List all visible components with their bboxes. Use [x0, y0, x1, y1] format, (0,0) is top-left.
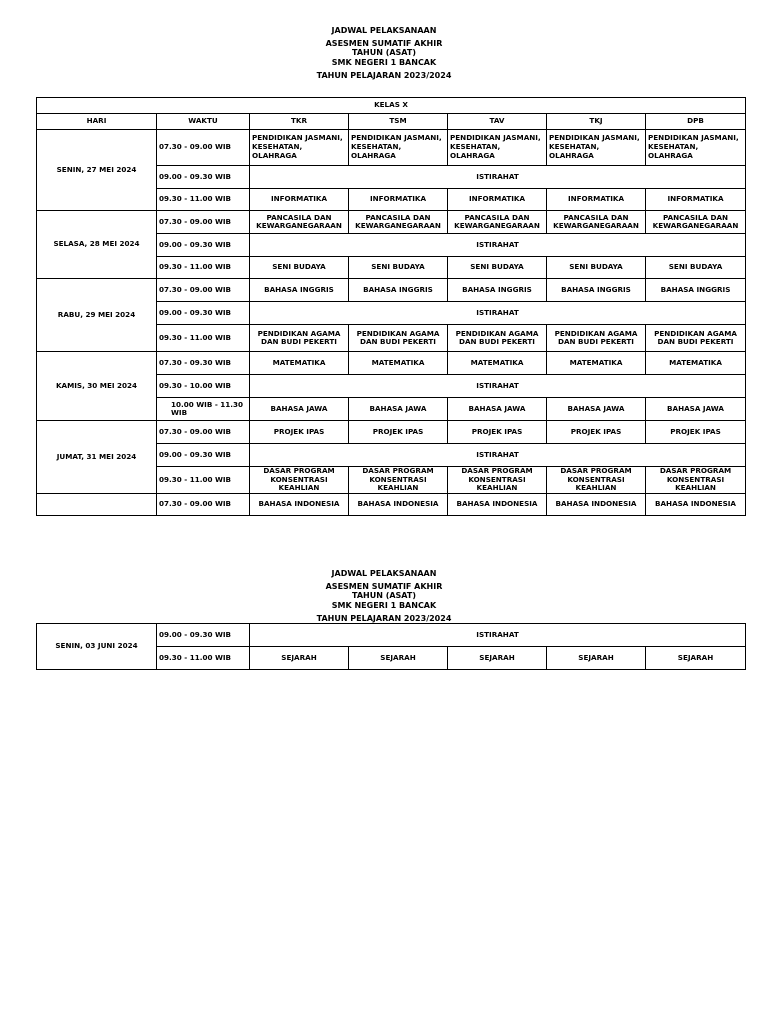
- col-header-program: DPB: [646, 114, 746, 130]
- break-cell: ISTIRAHAT: [250, 302, 746, 325]
- kelas-header: KELAS X: [37, 98, 746, 114]
- col-header-waktu: WAKTU: [157, 114, 250, 130]
- subject-cell: PENDIDIKAN JASMANI, KESEHATAN, OLAHRAGA: [250, 130, 349, 166]
- subject-cell: SEJARAH: [547, 647, 646, 670]
- subject-cell: PENDIDIKAN AGAMA DAN BUDI PEKERTI: [250, 325, 349, 352]
- subject-cell: BAHASA INDONESIA: [250, 494, 349, 516]
- subject-cell: PROJEK IPAS: [448, 421, 547, 444]
- break-cell: ISTIRAHAT: [250, 444, 746, 467]
- subject-cell: BAHASA JAWA: [547, 398, 646, 421]
- break-cell: ISTIRAHAT: [250, 624, 746, 647]
- subject-cell: DASAR PROGRAM KONSENTRASI KEAHLIAN: [349, 467, 448, 494]
- col-header-program: TAV: [448, 114, 547, 130]
- subject-cell: PENDIDIKAN JASMANI, KESEHATAN, OLAHRAGA: [349, 130, 448, 166]
- subject-cell: MATEMATIKA: [547, 352, 646, 375]
- break-cell: ISTIRAHAT: [250, 234, 746, 257]
- subject-cell: BAHASA INDONESIA: [349, 494, 448, 516]
- header-subtitle: TAHUN (ASAT): [352, 48, 416, 58]
- subject-cell: SENI BUDAYA: [448, 257, 547, 279]
- subject-cell: SENI BUDAYA: [646, 257, 746, 279]
- subject-cell: SENI BUDAYA: [250, 257, 349, 279]
- subject-cell: PENDIDIKAN JASMANI, KESEHATAN, OLAHRAGA: [448, 130, 547, 166]
- subject-cell: PENDIDIKAN JASMANI, KESEHATAN, OLAHRAGA: [646, 130, 746, 166]
- subject-cell: PENDIDIKAN JASMANI, KESEHATAN, OLAHRAGA: [547, 130, 646, 166]
- header-year: TAHUN PELAJARAN 2023/2024: [316, 613, 452, 623]
- subject-cell: INFORMATIKA: [250, 189, 349, 211]
- subject-cell: PANCASILA DAN KEWARGANEGARAAN: [250, 211, 349, 234]
- subject-cell: PROJEK IPAS: [250, 421, 349, 444]
- header-subtitle: TAHUN (ASAT): [352, 591, 416, 601]
- subject-cell: INFORMATIKA: [646, 189, 746, 211]
- header-title: JADWAL PELAKSANAAN: [331, 569, 437, 578]
- subject-cell: BAHASA INGGRIS: [349, 279, 448, 302]
- time-cell: 09.30 - 11.00 WIB: [157, 467, 250, 494]
- subject-cell: BAHASA INDONESIA: [448, 494, 547, 516]
- time-cell: 09.00 - 09.30 WIB: [157, 234, 250, 257]
- subject-cell: BAHASA INDONESIA: [547, 494, 646, 516]
- day-cell: JUMAT, 31 MEI 2024: [37, 421, 157, 494]
- subject-cell: BAHASA INGGRIS: [646, 279, 746, 302]
- subject-cell: BAHASA JAWA: [250, 398, 349, 421]
- subject-cell: PROJEK IPAS: [646, 421, 746, 444]
- subject-cell: MATEMATIKA: [250, 352, 349, 375]
- subject-cell: SENI BUDAYA: [547, 257, 646, 279]
- break-cell: ISTIRAHAT: [250, 375, 746, 398]
- day-cell: SELASA, 28 MEI 2024: [37, 211, 157, 279]
- subject-cell: PANCASILA DAN KEWARGANEGARAAN: [349, 211, 448, 234]
- header-subtitle: ASESMEN SUMATIF AKHIR: [325, 39, 443, 49]
- day-cell: [37, 494, 157, 516]
- schedule-table-kelas-x: [36, 97, 746, 516]
- col-header-program: TKR: [250, 114, 349, 130]
- subject-cell: MATEMATIKA: [448, 352, 547, 375]
- time-cell: 09.00 - 09.30 WIB: [157, 444, 250, 467]
- time-cell: 07.30 - 09.30 WIB: [157, 352, 250, 375]
- subject-cell: MATEMATIKA: [349, 352, 448, 375]
- subject-cell: PENDIDIKAN AGAMA DAN BUDI PEKERTI: [547, 325, 646, 352]
- subject-cell: BAHASA JAWA: [349, 398, 448, 421]
- break-cell: ISTIRAHAT: [250, 166, 746, 189]
- time-cell: 09.30 - 10.00 WIB: [157, 375, 250, 398]
- day-cell: SENIN, 27 MEI 2024: [37, 130, 157, 211]
- subject-cell: PANCASILA DAN KEWARGANEGARAAN: [646, 211, 746, 234]
- schedule-header: [0, 569, 768, 623]
- time-cell: 07.30 - 09.00 WIB: [157, 130, 250, 166]
- subject-cell: PENDIDIKAN AGAMA DAN BUDI PEKERTI: [349, 325, 448, 352]
- subject-cell: DASAR PROGRAM KONSENTRASI KEAHLIAN: [646, 467, 746, 494]
- subject-cell: SEJARAH: [250, 647, 349, 670]
- subject-cell: PROJEK IPAS: [547, 421, 646, 444]
- subject-cell: INFORMATIKA: [448, 189, 547, 211]
- time-cell: 09.00 - 09.30 WIB: [157, 624, 250, 647]
- header-school: SMK NEGERI 1 BANCAK: [331, 57, 437, 67]
- col-header-hari: HARI: [37, 114, 157, 130]
- subject-cell: DASAR PROGRAM KONSENTRASI KEAHLIAN: [448, 467, 547, 494]
- day-cell: SENIN, 03 JUNI 2024: [37, 624, 157, 670]
- subject-cell: BAHASA JAWA: [448, 398, 547, 421]
- schedule-table-continued: [36, 623, 746, 670]
- time-cell: 09.00 - 09.30 WIB: [157, 166, 250, 189]
- subject-cell: PANCASILA DAN KEWARGANEGARAAN: [547, 211, 646, 234]
- subject-cell: DASAR PROGRAM KONSENTRASI KEAHLIAN: [547, 467, 646, 494]
- header-school: SMK NEGERI 1 BANCAK: [331, 600, 437, 610]
- time-cell: 07.30 - 09.00 WIB: [157, 421, 250, 444]
- time-cell: 09.30 - 11.00 WIB: [157, 325, 250, 352]
- header-title: JADWAL PELAKSANAAN: [331, 26, 437, 35]
- subject-cell: PENDIDIKAN AGAMA DAN BUDI PEKERTI: [448, 325, 547, 352]
- subject-cell: INFORMATIKA: [547, 189, 646, 211]
- time-cell: 09.00 - 09.30 WIB: [157, 302, 250, 325]
- schedule-header: [0, 26, 768, 80]
- col-header-program: TKJ: [547, 114, 646, 130]
- time-cell: 09.30 - 11.00 WIB: [157, 257, 250, 279]
- subject-cell: PROJEK IPAS: [349, 421, 448, 444]
- subject-cell: BAHASA JAWA: [646, 398, 746, 421]
- day-cell: RABU, 29 MEI 2024: [37, 279, 157, 352]
- time-cell: 07.30 - 09.00 WIB: [157, 494, 250, 516]
- header-year: TAHUN PELAJARAN 2023/2024: [316, 70, 452, 80]
- col-header-program: TSM: [349, 114, 448, 130]
- time-cell: 07.30 - 09.00 WIB: [157, 279, 250, 302]
- subject-cell: SEJARAH: [448, 647, 547, 670]
- subject-cell: PENDIDIKAN AGAMA DAN BUDI PEKERTI: [646, 325, 746, 352]
- subject-cell: BAHASA INGGRIS: [448, 279, 547, 302]
- subject-cell: SEJARAH: [349, 647, 448, 670]
- subject-cell: BAHASA INGGRIS: [250, 279, 349, 302]
- subject-cell: INFORMATIKA: [349, 189, 448, 211]
- subject-cell: SENI BUDAYA: [349, 257, 448, 279]
- subject-cell: BAHASA INGGRIS: [547, 279, 646, 302]
- subject-cell: BAHASA INDONESIA: [646, 494, 746, 516]
- subject-cell: DASAR PROGRAM KONSENTRASI KEAHLIAN: [250, 467, 349, 494]
- time-cell: 07.30 - 09.00 WIB: [157, 211, 250, 234]
- time-cell: 10.00 WIB - 11.30 WIB: [157, 398, 250, 421]
- time-cell: 09.30 - 11.00 WIB: [157, 647, 250, 670]
- subject-cell: SEJARAH: [646, 647, 746, 670]
- time-cell: 09.30 - 11.00 WIB: [157, 189, 250, 211]
- day-cell: KAMIS, 30 MEI 2024: [37, 352, 157, 421]
- subject-cell: PANCASILA DAN KEWARGANEGARAAN: [448, 211, 547, 234]
- subject-cell: MATEMATIKA: [646, 352, 746, 375]
- header-subtitle: ASESMEN SUMATIF AKHIR: [325, 582, 443, 592]
